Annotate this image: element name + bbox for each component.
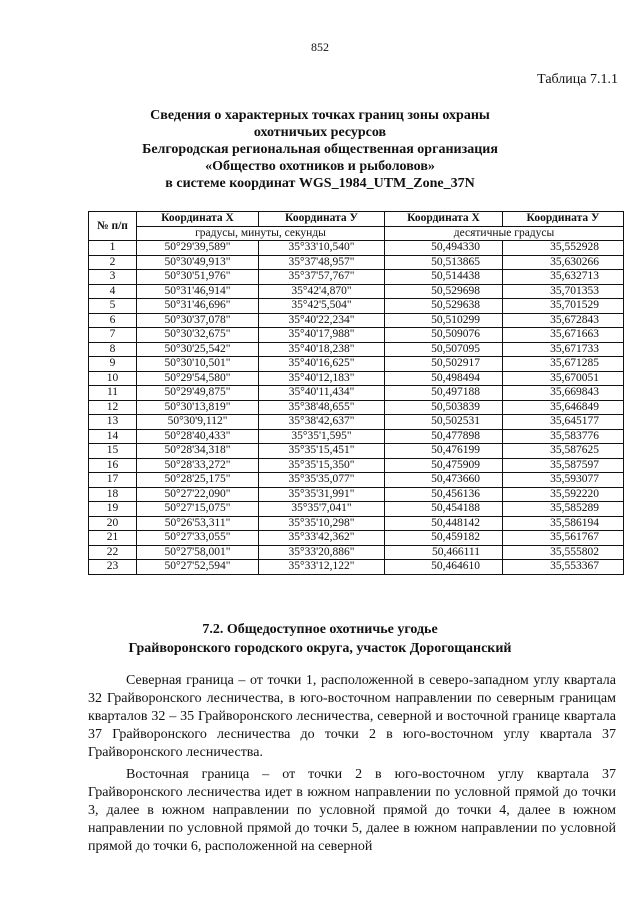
cell-coord-x-dms: 50°30'9,112" bbox=[137, 415, 259, 430]
cell-coord-x-dms: 50°27'22,090" bbox=[137, 487, 259, 502]
heading-line: в системе координат WGS_1984_UTM_Zone_37N bbox=[165, 176, 475, 191]
cell-number: 19 bbox=[89, 502, 137, 517]
cell-coord-x-decimal: 50,494330 bbox=[385, 241, 503, 256]
heading-line: «Общество охотников и рыболовов» bbox=[205, 159, 435, 174]
cell-coord-x-decimal: 50,459182 bbox=[385, 531, 503, 546]
table-row bbox=[89, 241, 624, 256]
cell-coord-x-dms: 50°27'52,594" bbox=[137, 560, 259, 575]
cell-number: 20 bbox=[89, 516, 137, 531]
cell-coord-y-dms: 35°35'15,451" bbox=[259, 444, 385, 459]
cell-coord-x-decimal: 50,502531 bbox=[385, 415, 503, 430]
cell-coord-x-decimal: 50,464610 bbox=[385, 560, 503, 575]
table-row bbox=[89, 560, 624, 575]
cell-coord-x-dms: 50°30'13,819" bbox=[137, 400, 259, 415]
cell-coord-y-decimal: 35,561767 bbox=[503, 531, 624, 546]
cell-coord-x-decimal: 50,510299 bbox=[385, 313, 503, 328]
coordinates-table-body bbox=[89, 241, 624, 575]
cell-coord-y-dms: 35°38'42,637" bbox=[259, 415, 385, 430]
cell-coord-x-decimal: 50,466111 bbox=[385, 545, 503, 560]
table-row bbox=[89, 400, 624, 415]
cell-coord-y-dms: 35°40'22,234" bbox=[259, 313, 385, 328]
cell-coord-x-dms: 50°31'46,696" bbox=[137, 299, 259, 314]
cell-coord-x-decimal: 50,529698 bbox=[385, 284, 503, 299]
table-row bbox=[89, 429, 624, 444]
table-row bbox=[89, 371, 624, 386]
table-row bbox=[89, 270, 624, 285]
cell-coord-y-dms: 35°40'17,988" bbox=[259, 328, 385, 343]
cell-coord-y-dms: 35°33'42,362" bbox=[259, 531, 385, 546]
cell-coord-x-decimal: 50,498494 bbox=[385, 371, 503, 386]
cell-number: 4 bbox=[89, 284, 137, 299]
cell-coord-y-decimal: 35,592220 bbox=[503, 487, 624, 502]
table-row bbox=[89, 458, 624, 473]
cell-number: 7 bbox=[89, 328, 137, 343]
cell-coord-x-decimal: 50,507095 bbox=[385, 342, 503, 357]
cell-number: 15 bbox=[89, 444, 137, 459]
cell-coord-y-decimal: 35,593077 bbox=[503, 473, 624, 488]
cell-coord-y-dms: 35°35'7,041" bbox=[259, 502, 385, 517]
cell-coord-x-dms: 50°27'58,001" bbox=[137, 545, 259, 560]
cell-coord-x-dms: 50°31'46,914" bbox=[137, 284, 259, 299]
table-row bbox=[89, 444, 624, 459]
header-coord-x-decimal: Координата X bbox=[385, 212, 503, 227]
cell-coord-y-decimal: 35,701353 bbox=[503, 284, 624, 299]
cell-coord-y-decimal: 35,671285 bbox=[503, 357, 624, 372]
cell-coord-x-dms: 50°30'51,976" bbox=[137, 270, 259, 285]
section-title-line: Грайворонского городского округа, участок Дорогощанский bbox=[128, 641, 512, 656]
cell-coord-y-dms: 35°42'5,504" bbox=[259, 299, 385, 314]
cell-number: 10 bbox=[89, 371, 137, 386]
cell-number: 5 bbox=[89, 299, 137, 314]
cell-coord-x-dms: 50°27'33,055" bbox=[137, 531, 259, 546]
cell-number: 8 bbox=[89, 342, 137, 357]
cell-coord-y-decimal: 35,671663 bbox=[503, 328, 624, 343]
cell-coord-y-dms: 35°35'35,077" bbox=[259, 473, 385, 488]
cell-coord-y-dms: 35°38'48,655" bbox=[259, 400, 385, 415]
cell-coord-y-decimal: 35,585289 bbox=[503, 502, 624, 517]
cell-coord-y-decimal: 35,555802 bbox=[503, 545, 624, 560]
section-title-line: 7.2. Общедоступное охотничье угодье bbox=[202, 622, 438, 637]
cell-coord-x-decimal: 50,448142 bbox=[385, 516, 503, 531]
header-coord-x: Координата X bbox=[137, 212, 259, 227]
cell-coord-x-dms: 50°30'49,913" bbox=[137, 255, 259, 270]
table-row bbox=[89, 487, 624, 502]
cell-coord-y-decimal: 35,670051 bbox=[503, 371, 624, 386]
table-row bbox=[89, 255, 624, 270]
cell-number: 18 bbox=[89, 487, 137, 502]
table-row bbox=[89, 415, 624, 430]
cell-coord-x-decimal: 50,509076 bbox=[385, 328, 503, 343]
cell-coord-x-decimal: 50,475909 bbox=[385, 458, 503, 473]
cell-coord-y-decimal: 35,669843 bbox=[503, 386, 624, 401]
table-row bbox=[89, 299, 624, 314]
cell-coord-x-decimal: 50,497188 bbox=[385, 386, 503, 401]
cell-number: 17 bbox=[89, 473, 137, 488]
cell-coord-y-decimal: 35,583776 bbox=[503, 429, 624, 444]
cell-number: 2 bbox=[89, 255, 137, 270]
cell-coord-y-dms: 35°35'1,595" bbox=[259, 429, 385, 444]
heading-line: охотничьих ресурсов bbox=[253, 125, 387, 140]
coordinates-table bbox=[88, 211, 624, 575]
table-row bbox=[89, 284, 624, 299]
cell-number: 1 bbox=[89, 241, 137, 256]
cell-coord-y-decimal: 35,672843 bbox=[503, 313, 624, 328]
section-body bbox=[88, 672, 616, 860]
cell-coord-x-decimal: 50,476199 bbox=[385, 444, 503, 459]
cell-coord-x-dms: 50°27'15,075" bbox=[137, 502, 259, 517]
heading-line: Белгородская региональная общественная организация bbox=[142, 142, 498, 157]
cell-coord-x-decimal: 50,514438 bbox=[385, 270, 503, 285]
cell-coord-y-dms: 35°37'57,767" bbox=[259, 270, 385, 285]
cell-coord-y-dms: 35°35'31,991" bbox=[259, 487, 385, 502]
cell-coord-y-decimal: 35,552928 bbox=[503, 241, 624, 256]
units-decimal: десятичные градусы bbox=[385, 226, 624, 241]
table-row bbox=[89, 502, 624, 517]
header-number: № п/п bbox=[89, 212, 137, 241]
cell-coord-y-dms: 35°40'11,434" bbox=[259, 386, 385, 401]
cell-coord-x-decimal: 50,502917 bbox=[385, 357, 503, 372]
table-row bbox=[89, 328, 624, 343]
cell-coord-x-decimal: 50,477898 bbox=[385, 429, 503, 444]
cell-coord-x-dms: 50°30'32,675" bbox=[137, 328, 259, 343]
cell-coord-y-dms: 35°35'15,350" bbox=[259, 458, 385, 473]
cell-coord-y-decimal: 35,587625 bbox=[503, 444, 624, 459]
cell-number: 13 bbox=[89, 415, 137, 430]
cell-coord-y-decimal: 35,701529 bbox=[503, 299, 624, 314]
table-row bbox=[89, 531, 624, 546]
cell-number: 6 bbox=[89, 313, 137, 328]
cell-coord-x-dms: 50°26'53,311" bbox=[137, 516, 259, 531]
cell-coord-y-dms: 35°35'10,298" bbox=[259, 516, 385, 531]
cell-coord-x-dms: 50°28'25,175" bbox=[137, 473, 259, 488]
cell-coord-y-dms: 35°33'12,122" bbox=[259, 560, 385, 575]
cell-coord-x-dms: 50°28'33,272" bbox=[137, 458, 259, 473]
cell-coord-x-decimal: 50,473660 bbox=[385, 473, 503, 488]
cell-number: 23 bbox=[89, 560, 137, 575]
cell-number: 16 bbox=[89, 458, 137, 473]
cell-number: 14 bbox=[89, 429, 137, 444]
cell-coord-x-dms: 50°30'10,501" bbox=[137, 357, 259, 372]
cell-coord-y-decimal: 35,553367 bbox=[503, 560, 624, 575]
cell-coord-y-decimal: 35,671733 bbox=[503, 342, 624, 357]
cell-coord-y-decimal: 35,632713 bbox=[503, 270, 624, 285]
cell-coord-x-dms: 50°28'40,433" bbox=[137, 429, 259, 444]
cell-coord-x-decimal: 50,454188 bbox=[385, 502, 503, 517]
table-row bbox=[89, 313, 624, 328]
cell-coord-y-dms: 35°40'16,625" bbox=[259, 357, 385, 372]
cell-coord-y-dms: 35°40'12,183" bbox=[259, 371, 385, 386]
cell-number: 12 bbox=[89, 400, 137, 415]
cell-coord-y-decimal: 35,586194 bbox=[503, 516, 624, 531]
cell-number: 11 bbox=[89, 386, 137, 401]
cell-coord-y-decimal: 35,587597 bbox=[503, 458, 624, 473]
table-row bbox=[89, 357, 624, 372]
cell-coord-x-dms: 50°29'54,580" bbox=[137, 371, 259, 386]
cell-coord-x-decimal: 50,503839 bbox=[385, 400, 503, 415]
cell-coord-x-dms: 50°30'37,078" bbox=[137, 313, 259, 328]
cell-coord-y-dms: 35°37'48,957" bbox=[259, 255, 385, 270]
cell-coord-y-dms: 35°33'20,886" bbox=[259, 545, 385, 560]
paragraph-north-border: Северная граница – от точки 1, расположенной в северо-западном углу квартала 32 Грайворонского лесничества, в юго-восточном направлении по северным границам кварталов 32 – 35 Грайворонского лесничества, северной и восточной границе квартала 37 Грайворонского лесничества до точки 2 в юго-восточном углу квартала 37 Грайворонского лесничества. bbox=[88, 673, 616, 760]
cell-coord-x-decimal: 50,456136 bbox=[385, 487, 503, 502]
cell-number: 3 bbox=[89, 270, 137, 285]
paragraph-east-border: Восточная граница – от точки 2 в юго-восточном углу квартала 37 Грайворонского лесничества идет в южном направлении по условной прямой до точки 3, далее в южном направлении по условной прямой до точки 4, далее в южном направлении по условной прямой до точки 5, далее в южном направлении по условной прямой до точки 6, расположенной на северной bbox=[88, 767, 616, 854]
table-row bbox=[89, 342, 624, 357]
table-row bbox=[89, 516, 624, 531]
section-title bbox=[0, 620, 640, 658]
table-row bbox=[89, 545, 624, 560]
cell-coord-y-decimal: 35,645177 bbox=[503, 415, 624, 430]
cell-coord-x-dms: 50°28'34,318" bbox=[137, 444, 259, 459]
cell-coord-y-dms: 35°40'18,238" bbox=[259, 342, 385, 357]
cell-coord-y-decimal: 35,646849 bbox=[503, 400, 624, 415]
cell-number: 21 bbox=[89, 531, 137, 546]
header-coord-y: Координата У bbox=[259, 212, 385, 227]
table-row bbox=[89, 386, 624, 401]
cell-number: 9 bbox=[89, 357, 137, 372]
table-heading bbox=[60, 107, 580, 192]
cell-coord-y-dms: 35°42'4,870" bbox=[259, 284, 385, 299]
heading-line: Сведения о характерных точках границ зоны охраны bbox=[150, 108, 490, 123]
table-row bbox=[89, 473, 624, 488]
cell-coord-y-decimal: 35,630266 bbox=[503, 255, 624, 270]
cell-coord-x-decimal: 50,529638 bbox=[385, 299, 503, 314]
page-number: 852 bbox=[311, 40, 329, 54]
cell-number: 22 bbox=[89, 545, 137, 560]
table-label: Таблица 7.1.1 bbox=[537, 72, 618, 87]
units-dms: градусы, минуты, секунды bbox=[137, 226, 385, 241]
cell-coord-y-dms: 35°33'10,540" bbox=[259, 241, 385, 256]
cell-coord-x-dms: 50°30'25,542" bbox=[137, 342, 259, 357]
cell-coord-x-decimal: 50,513865 bbox=[385, 255, 503, 270]
header-coord-y-decimal: Координата У bbox=[503, 212, 624, 227]
cell-coord-x-dms: 50°29'39,589" bbox=[137, 241, 259, 256]
cell-coord-x-dms: 50°29'49,875" bbox=[137, 386, 259, 401]
